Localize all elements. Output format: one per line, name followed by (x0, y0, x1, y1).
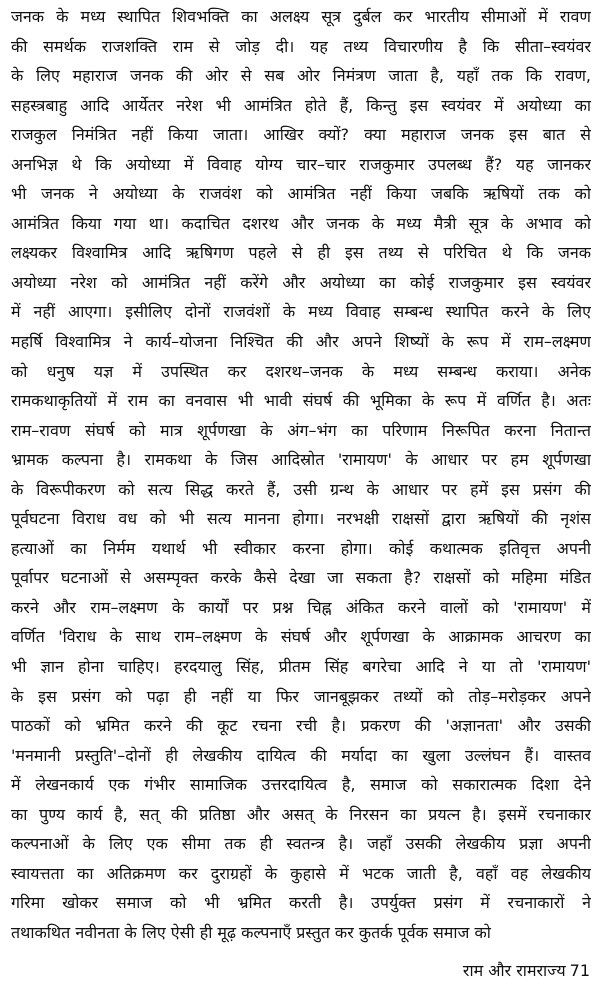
text-line-10: अयोध्या नरेश को आमंत्रित नहीं करेंगे और अयोध्या का कोई राजकुमार इस स्वयंवर (11, 272, 591, 292)
page-body (11, 2, 591, 948)
text-line-19: हत्याओं का निर्मम यथार्थ भी स्वीकार करना होगा। कोई कथात्मक इतिवृत्त अपनी (11, 538, 591, 558)
text-line-4: सहस्त्रबाहु आदि आर्येतर नरेश भी आमंत्रित होते हैं, किन्तु इस स्वयंवर में अयोध्या का (11, 95, 591, 115)
text-line-30: स्वायत्तता का अतिक्रमण कर दुराग्रहों के कुहासे में भटक जाती है, वहाँ वह लेखकीय (11, 863, 591, 883)
text-line-21: करने और राम–लक्ष्मण के कार्यों पर प्रश्न चिह्न अंकित करने वालों को 'रामायण' में (11, 597, 591, 617)
text-line-22: वर्णित 'विराध के साथ राम–लक्ष्मण के संघर्ष और शूर्पणखा के आक्रामक आचरण का (11, 627, 591, 647)
text-line-31: गरिमा खोकर समाज को भी भ्रमित करती है। उपर्युक्त प्रसंग में रचनाकारों ने (11, 893, 591, 913)
text-line-11: में नहीं आएगा। इसीलिए दोनों राजवंशों के मध्य विवाह सम्बन्ध स्थापित करने के लिए (11, 302, 591, 322)
text-line-28: का पुण्य कार्य है, सत् की प्रतिष्ठा और असत् के निरसन का प्रयत्न है। इसमें रचनाकार (11, 804, 591, 824)
text-line-3: के लिए महाराज जनक की ओर से सब ओर निमंत्रण जाता है, यहाँ तक कि रावण, (11, 66, 591, 86)
text-line-18: पूर्वघटना विराध वध को भी सत्य मानना होगा। नरभक्षी राक्षसों द्वारा ऋषियों की नृशंस (11, 509, 591, 529)
text-line-32: तथाकथित नवीनता के लिए ऐसी ही मूढ़ कल्पनाएँ प्रस्तुत कर कुतर्क पूर्वक समाज को (11, 922, 491, 942)
text-line-6: अनभिज्ञ थे कि अयोध्या में विवाह योग्य चार–चार राजकुमार उपलब्ध हैं? यह जानकर (11, 154, 591, 174)
page-number: 71 (569, 961, 590, 980)
text-line-8: आमंत्रित किया गया था। कदाचित दशरथ और जनक के मध्य मैत्री सूत्र के अभाव को (11, 213, 591, 233)
text-line-7: भी जनक ने अयोध्या के राजवंश को आमंत्रित नहीं किया जबकि ऋषियों तक को (11, 184, 591, 204)
text-line-16: भ्रामक कल्पना है। रामकथा के जिस आदिस्रोत 'रामायण' के आधार पर हम शूर्पणखा (11, 450, 591, 470)
text-line-15: राम–रावण संघर्ष को मात्र शूर्पणखा के अंग–भंग का परिणाम निरूपित करना नितान्त (11, 420, 591, 440)
text-line-12: महर्षि विश्वामित्र ने कार्य–योजना निश्चित की और अपने शिष्यों के रूप में राम–लक्ष्मण (11, 332, 591, 352)
text-line-20: पूर्वापर घटनाओं से असम्पृक्त करके कैसे देखा जा सकता है? राक्षसों को महिमा मंडित (11, 568, 591, 588)
text-line-27: में लेखनकार्य एक गंभीर सामाजिक उत्तरदायित्व है, समाज को सकारात्मक दिशा देने (11, 775, 591, 795)
running-title: राम और रामराज्य (462, 961, 566, 980)
text-line-14: रामकथाकृतियों में राम का वनवास भी भावी संघर्ष की भूमिका के रूप में वर्णित है। अतः (11, 391, 591, 411)
text-line-23: भी ज्ञान होना चाहिए। हरदयालु सिंह, प्रीतम सिंह बगरेचा आदि ने या तो 'रामायण' (11, 657, 591, 677)
text-line-2: की समर्थक राजशक्ति राम से जोड़ दी। यह तथ्य विचारणीय है कि सीता–स्वयंवर (11, 36, 591, 56)
text-line-13: को धनुष यज्ञ में उपस्थित कर दशरथ–जनक के मध्य सम्बन्ध कराया। अनेक (11, 361, 591, 381)
text-line-24: के इस प्रसंग को पढ़ा ही नहीं या फिर जानबूझकर तथ्यों को तोड़–मरोड़कर अपने (11, 686, 591, 706)
text-line-5: राजकुल निमंत्रित नहीं किया जाता। आखिर क्यों? क्या महाराज जनक इस बात से (11, 125, 591, 145)
text-line-1: जनक के मध्य स्थापित शिवभक्ति का अलक्ष्य सूत्र दुर्बल कर भारतीय सीमाओं में रावण (11, 7, 591, 26)
text-line-26: 'मनमानी प्रस्तुति'–दोनों ही लेखकीय दायित्व की मर्यादा का खुला उल्लंघन हैं। वास्तव (11, 745, 591, 765)
text-line-17: के विरूपीकरण को सत्य सिद्ध करते हैं, उसी ग्रन्थ के आधार पर हमें इस प्रसंग की (11, 479, 591, 499)
text-line-9: लक्ष्यकर विश्वामित्र आदि ऋषिगण पहले से ही इस तथ्य से परिचित थे कि जनक (11, 243, 591, 263)
text-line-25: पाठकों को भ्रमित करने की कूट रचना रची है। प्रकरण की 'अज्ञानता' और उसकी (11, 716, 591, 736)
page-footer (463, 959, 590, 981)
text-line-29: कल्पनाओं के लिए एक सीमा तक ही स्वतन्त्र है। जहाँ उसकी लेखकीय प्रज्ञा अपनी (11, 834, 591, 854)
